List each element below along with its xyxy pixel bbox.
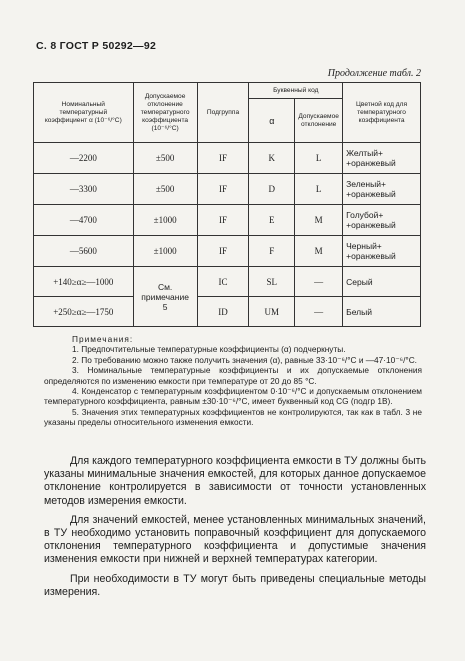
alpha-code-cell: D — [249, 174, 295, 205]
header-deviation: Допускаемое отклонение температурного коэффициента (10⁻⁶/°С) — [133, 83, 197, 143]
nominal-cell: —4700 — [34, 205, 134, 236]
header-deviation-code: Допускаемое отклонение — [295, 99, 343, 143]
alpha-code-cell: F — [249, 236, 295, 267]
body-paragraph: Для значений емкостей, менее установленных минимальных значений, в ТУ необходимо установить поправочный коэффициент для допускаемого отклонения температурного коэффициента и допустимые значения изменения емкости при нижней и верхней температурах категории. — [44, 513, 426, 566]
nominal-cell: +250≥α≥—1750 — [34, 297, 134, 327]
header-subgroup: Подгруппа — [197, 83, 249, 143]
deviation-code-cell: M — [295, 236, 343, 267]
deviation-code-cell: — — [295, 267, 343, 297]
notes-title: Примечания: — [72, 334, 134, 344]
table-row — [34, 236, 421, 267]
subgroup-cell: IC — [197, 267, 249, 297]
table-notes — [44, 334, 422, 428]
nominal-cell: —2200 — [34, 143, 134, 174]
alpha-code-cell: SL — [249, 267, 295, 297]
alpha-code-cell: E — [249, 205, 295, 236]
color-code-cell: Желтый+ +оранжевый — [343, 143, 421, 174]
deviation-cell: ±500 — [133, 174, 197, 205]
page-header: С. 8 ГОСТ Р 50292—92 — [36, 40, 157, 52]
deviation-cell: ±500 — [133, 143, 197, 174]
subgroup-cell: IF — [197, 143, 249, 174]
note-item: 4. Конденсатор с температурным коэффициентом 0·10⁻⁶/°С и допускаемым отклонением температурного коэффициента, равным ±30·10⁻⁶/°С, имеет буквенный код CG (подгр 1B). — [44, 386, 422, 407]
nominal-cell: +140≥α≥—1000 — [34, 267, 134, 297]
body-paragraph: Для каждого температурного коэффициента емкости в ТУ должны быть указаны минимальные значения емкостей, для которых данное допускаемое отклонение контролируется в зависимости от точности установленных методов измерения емкости. — [44, 455, 426, 507]
table-row — [34, 174, 421, 205]
subgroup-cell: IF — [197, 205, 249, 236]
note-item: 5. Значения этих температурных коэффициентов не контролируются, так как в табл. 3 не указаны пределы относительного изменения емкости. — [44, 406, 422, 428]
table-row — [34, 267, 421, 297]
table-continuation-label: Продолжение табл. 2 — [327, 68, 421, 79]
note-item: 3. Номинальные температурные коэффициенты и их допускаемые отклонения определяются по изменению емкости при температуре от 20 до 85 °С. — [44, 365, 422, 386]
subgroup-cell: IF — [197, 174, 249, 205]
deviation-code-cell: L — [295, 174, 343, 205]
subgroup-cell: IF — [197, 236, 249, 267]
color-code-cell: Белый — [343, 297, 421, 327]
deviation-code-cell: L — [295, 143, 343, 174]
header-nominal: Номинальный температурный коэффициент α (10⁻⁶/°С) — [34, 83, 134, 143]
deviation-cell: ±1000 — [133, 236, 197, 267]
deviation-cell: ±1000 — [133, 205, 197, 236]
color-code-cell: Черный+ +оранжевый — [343, 236, 421, 267]
color-code-cell: Серый — [343, 267, 421, 297]
nominal-cell: —5600 — [34, 236, 134, 267]
body-text — [44, 455, 426, 605]
note-item: 2. По требованию можно также получить значения (α), равные 33·10⁻⁶/°С и —47·10⁻⁶/°С. — [72, 354, 417, 365]
table-row — [34, 143, 421, 174]
alpha-code-cell: K — [249, 143, 295, 174]
coefficient-table — [33, 82, 421, 327]
nominal-cell: —3300 — [34, 174, 134, 205]
table-row — [34, 205, 421, 236]
subgroup-cell: ID — [197, 297, 249, 327]
table-row — [34, 297, 421, 327]
color-code-cell: Голубой+ +оранжевый — [343, 205, 421, 236]
alpha-code-cell: UM — [249, 297, 295, 327]
header-color-code: Цветной код для температурного коэффициента — [343, 83, 421, 143]
color-code-cell: Зеленый+ +оранжевый — [343, 174, 421, 205]
deviation-code-cell: — — [295, 297, 343, 327]
note-item: 1. Предпочтительные температурные коэффициенты (α) подчеркнуты. — [72, 344, 346, 355]
body-paragraph: При необходимости в ТУ могут быть приведены специальные методы измерения. — [44, 572, 426, 598]
header-letter-code: Буквенный код — [249, 83, 343, 99]
header-alpha: α — [249, 99, 295, 143]
deviation-code-cell: M — [295, 205, 343, 236]
merged-deviation-note: См. примечание 5 — [133, 267, 197, 327]
